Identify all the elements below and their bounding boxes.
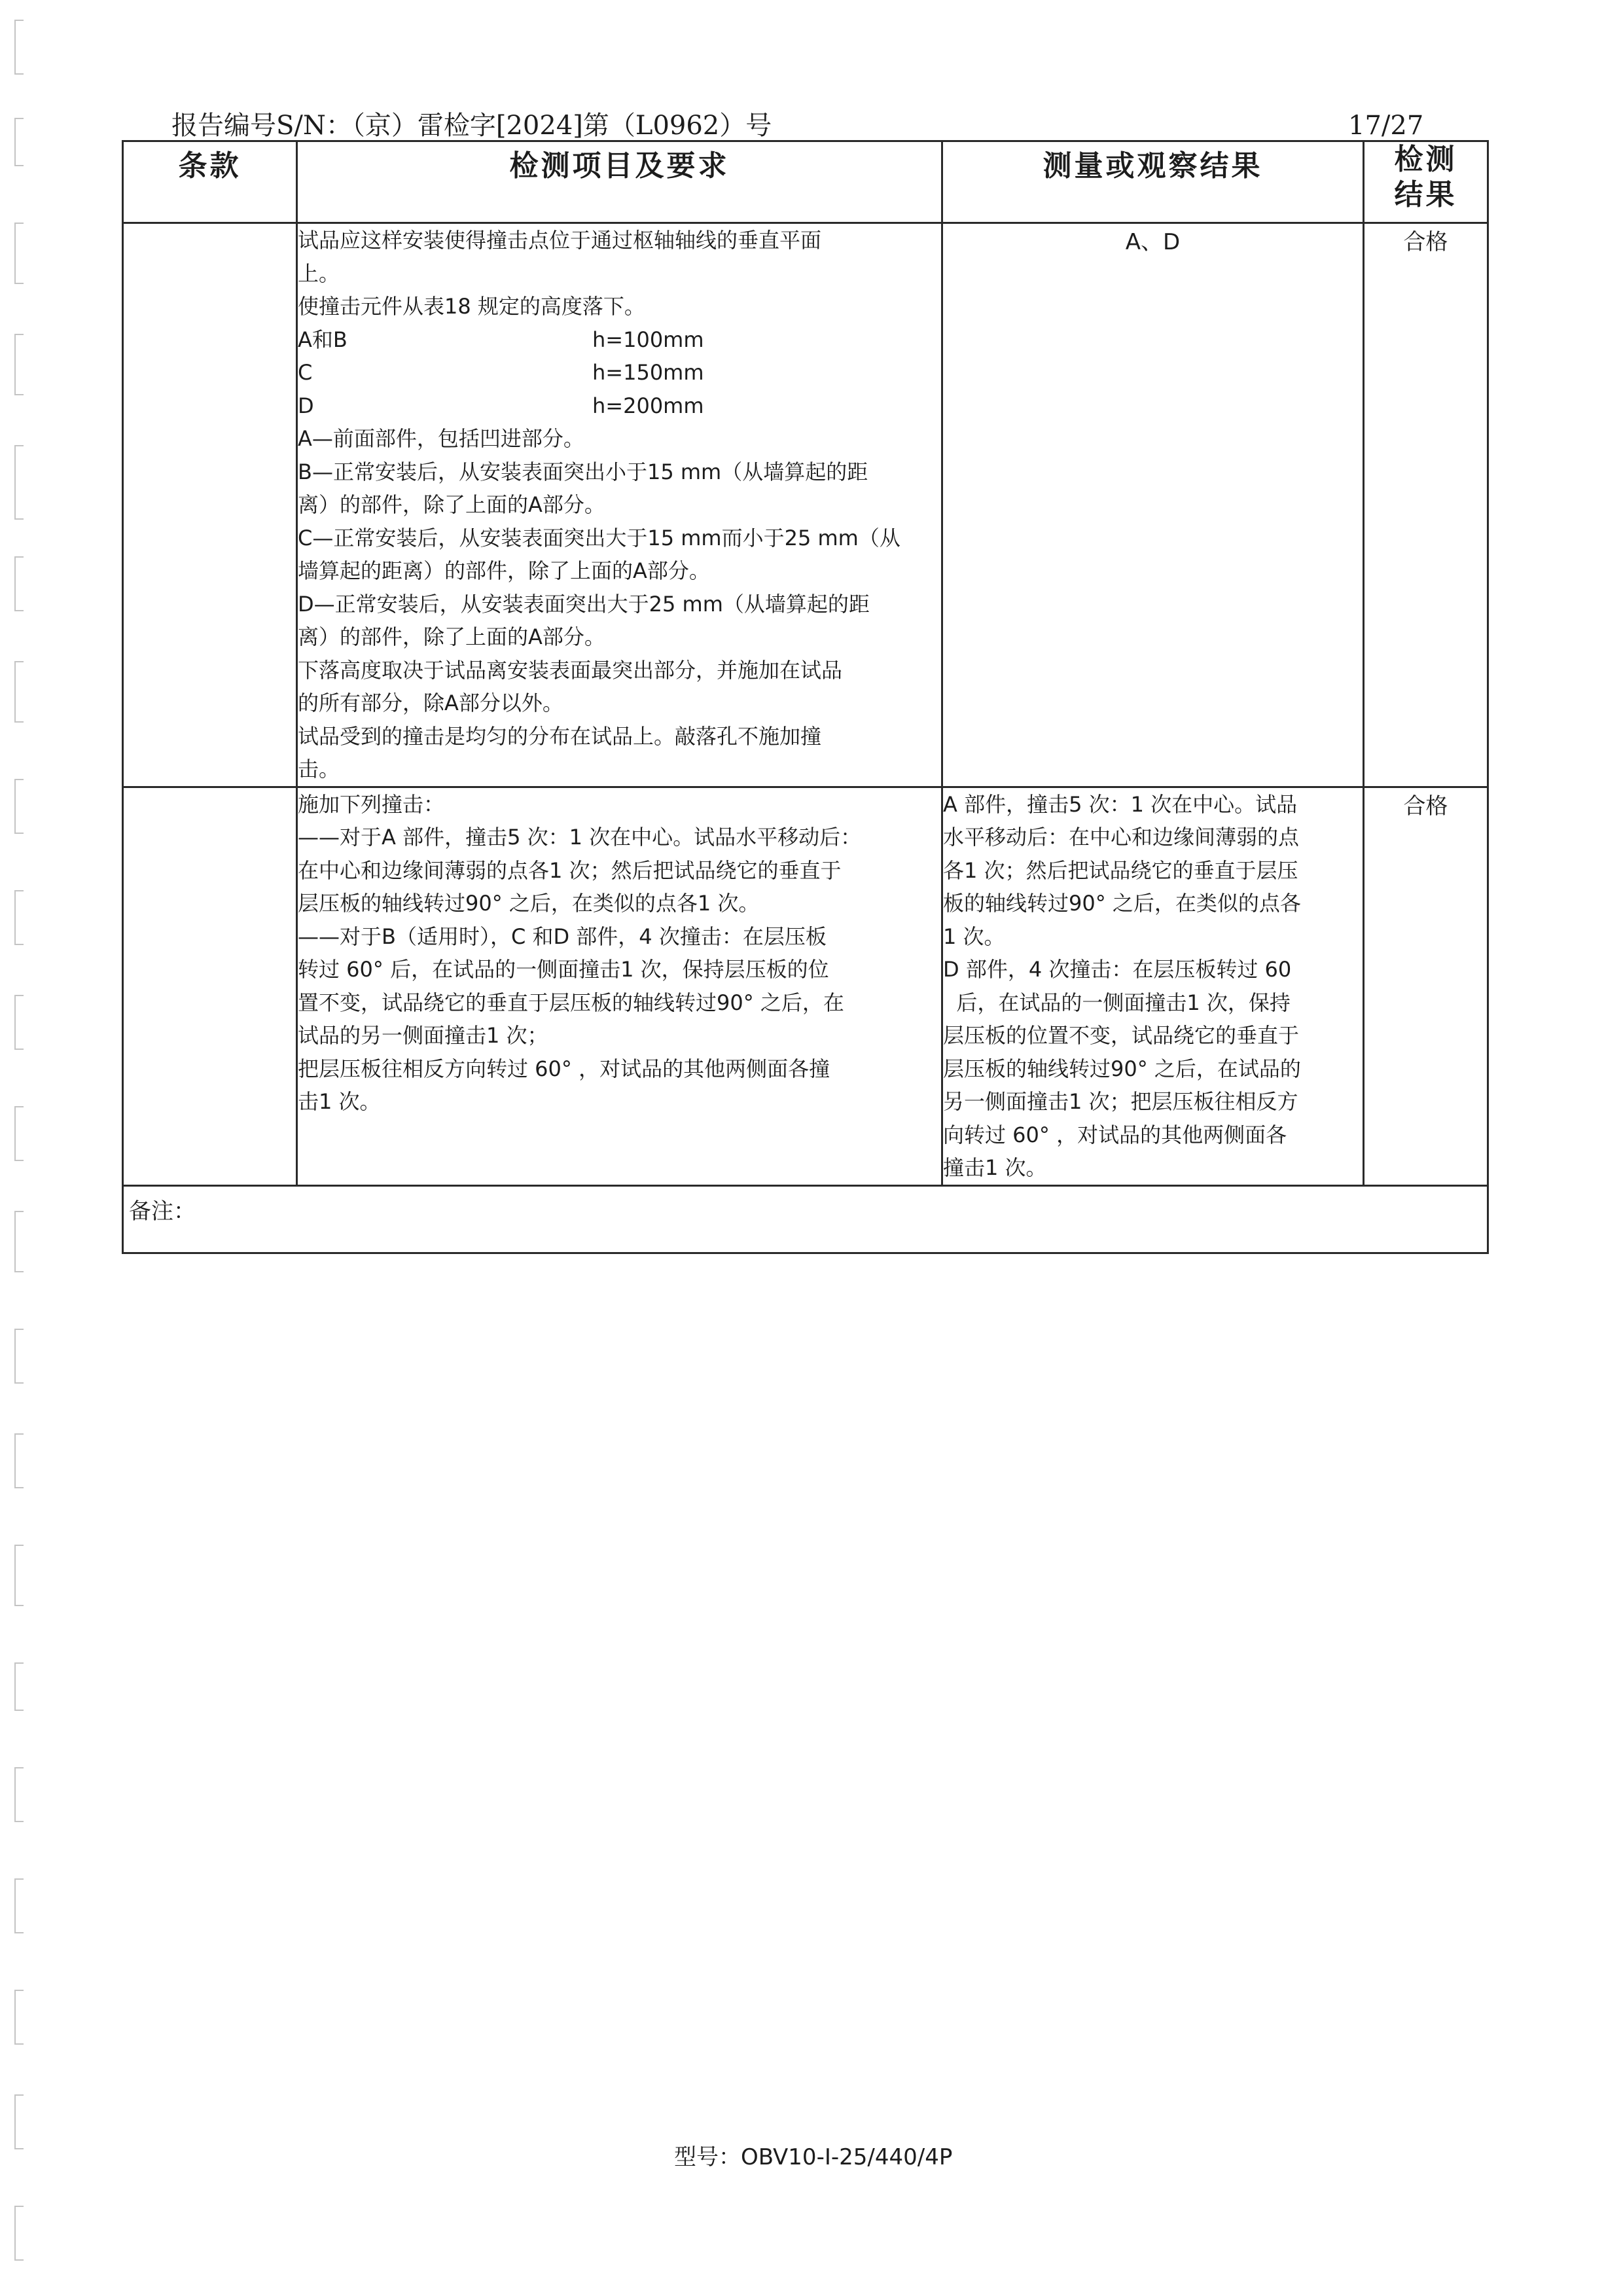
- height-value: h=100mm: [592, 327, 704, 352]
- observation-line: 向转过 60° ，对试品的其他两侧面各: [943, 1122, 1287, 1147]
- observation-line: D 部件，4 次撞击：在层压板转过 60: [943, 957, 1292, 982]
- height-value: h=150mm: [592, 360, 704, 385]
- requirement-line: 在中心和边缘间薄弱的点各1 次；然后把试品绕它的垂直于: [298, 857, 842, 883]
- observation-cell: [942, 787, 1364, 1185]
- requirement-line: B—正常安装后，从安装表面突出小于15 mm（从墙算起的距: [298, 459, 868, 484]
- requirement-line: 试品应这样安装使得撞击点位于通过枢轴轴线的垂直平面: [298, 228, 822, 253]
- requirement-line: 试品的另一侧面撞击1 次；: [298, 1023, 548, 1048]
- remarks-row: [123, 1185, 1488, 1253]
- requirement-line: 离）的部件，除了上面的A部分。: [298, 492, 605, 517]
- report-number: 报告编号S/N：（京）雷检字[2024]第（L0962）号: [171, 111, 772, 141]
- report-table: [122, 140, 1489, 1254]
- result-cell: 合格: [1364, 787, 1488, 1185]
- remarks-label: 备注：: [123, 1185, 1488, 1253]
- height-part: C: [298, 360, 313, 385]
- column-header-observation: 测量或观察结果: [942, 141, 1364, 223]
- requirement-line: 使撞击元件从表18 规定的高度落下。: [298, 294, 645, 319]
- height-value: h=200mm: [592, 393, 704, 418]
- requirement-line: 转过 60° 后，在试品的一侧面撞击1 次，保持层压板的位: [298, 957, 829, 982]
- requirement-line: 的所有部分，除A部分以外。: [298, 691, 563, 715]
- column-header-result: [1364, 141, 1488, 223]
- requirement-line: D—正常安装后，从安装表面突出大于25 mm（从墙算起的距: [298, 591, 870, 617]
- table-header-row: [123, 141, 1488, 223]
- height-row: [298, 323, 941, 357]
- observation-line: 板的轴线转过90° 之后，在类似的点各: [943, 891, 1301, 916]
- observation-line: 层压板的位置不变，试品绕它的垂直于: [943, 1023, 1300, 1048]
- requirement-line: 击。: [298, 757, 340, 781]
- page-number: 17/27: [1348, 111, 1424, 141]
- observation-line: 后，在试品的一侧面撞击1 次，保持: [943, 990, 1291, 1015]
- observation-line: 1 次。: [943, 924, 1005, 949]
- requirement-line: 把层压板往相反方向转过 60° ，对试品的其他两侧面各撞: [298, 1056, 830, 1081]
- requirement-line: ——对于A 部件，撞击5 次：1 次在中心。试品水平移动后：: [298, 825, 862, 850]
- column-header-result-line-2: 结果: [1394, 178, 1457, 211]
- height-part: A和B: [298, 327, 348, 352]
- observation-line: 水平移动后：在中心和边缘间薄弱的点: [943, 825, 1300, 850]
- result-cell: 合格: [1364, 223, 1488, 787]
- requirement-line: ——对于B（适用时），C 和D 部件，4 次撞击：在层压板: [298, 924, 827, 949]
- requirement-line: 下落高度取决于试品离安装表面最突出部分，并施加在试品: [298, 657, 843, 683]
- table-row: [123, 223, 1488, 787]
- requirement-line: 墙算起的距离）的部件，除了上面的A部分。: [298, 558, 710, 583]
- requirement-line: C—正常安装后，从安装表面突出大于15 mm而小于25 mm（从: [298, 525, 901, 550]
- requirement-line: 试品受到的撞击是均匀的分布在试品上。敲落孔不施加撞: [298, 723, 822, 749]
- requirement-line: 置不变，试品绕它的垂直于层压板的轴线转过90° 之后，在: [298, 990, 844, 1015]
- height-row: [298, 356, 941, 389]
- table-row: [123, 787, 1488, 1185]
- binding-margin-marks: [9, 0, 35, 2296]
- column-header-result-line-1: 检测: [1394, 143, 1457, 176]
- observation-line: 撞击1 次。: [943, 1155, 1047, 1180]
- observation-cell: A、D: [942, 223, 1364, 787]
- requirement-line: 击1 次。: [298, 1089, 381, 1114]
- model-footer: 型号：OBV10-I-25/440/4P: [674, 2144, 953, 2170]
- observation-line: 另一侧面撞击1 次；把层压板往相反方: [943, 1089, 1298, 1114]
- requirement-line: A—前面部件，包括凹进部分。: [298, 426, 584, 451]
- column-header-clause: 条款: [123, 141, 297, 223]
- requirement-line: 离）的部件，除了上面的A部分。: [298, 624, 605, 649]
- requirement-cell: [297, 223, 942, 787]
- requirement-line: 施加下列撞击：: [298, 791, 445, 817]
- height-part: D: [298, 393, 314, 418]
- height-row: [298, 389, 941, 423]
- clause-cell: [123, 223, 297, 787]
- clause-cell: [123, 787, 297, 1185]
- column-header-requirement: 检测项目及要求: [297, 141, 942, 223]
- requirement-cell: [297, 787, 942, 1185]
- observation-line: 各1 次；然后把试品绕它的垂直于层压: [943, 857, 1298, 883]
- requirement-line: 层压板的轴线转过90° 之后，在类似的点各1 次。: [298, 891, 760, 916]
- observation-line: 层压板的轴线转过90° 之后，在试品的: [943, 1056, 1301, 1081]
- requirement-line: 上。: [298, 260, 340, 286]
- observation-line: A 部件，撞击5 次：1 次在中心。试品: [943, 791, 1298, 817]
